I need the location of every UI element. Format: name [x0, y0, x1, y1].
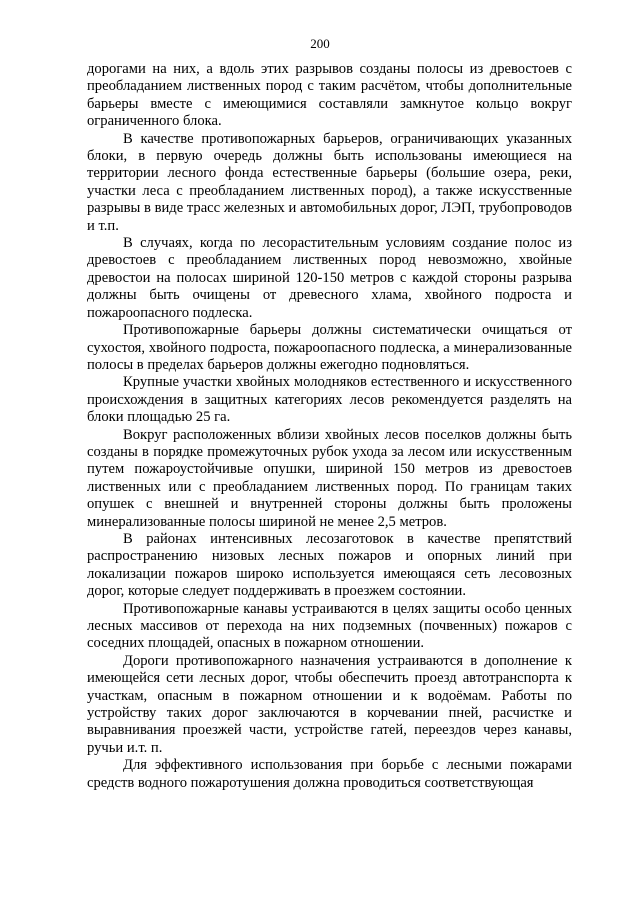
paragraph-barrier-blocks: В качестве противопожарных барьеров, ограничивающих указанных блоки, в первую очередь должны быть использованы имеющиеся на территории лесного фонда естественные барьеры (большие озера, реки, участки леса с преобладанием лиственных пород), а также искусственные разрывы в виде трасс железных и автомобильных дорог, ЛЭП, трубопроводов и т.п.: [87, 130, 572, 234]
paragraph-settlement-edges: Вокруг расположенных вблизи хвойных лесов поселков должны быть созданы в порядке промежуточных рубок ухода за лесом или искусственным путем пожароустойчивые опушки, шириной 150 метров из древостоев лиственных или с преобладанием лиственных пород. По границам таких опушек с внешней и внутренней стороны должны быть проложены минерализованные полосы шириной не менее 2,5 метров.: [87, 426, 572, 530]
body-text: [87, 61, 572, 792]
paragraph-fire-roads: Дороги противопожарного назначения устраиваются в дополнение к имеющейся сети лесных дорог, чтобы обеспечить проезд автотранспорта к участкам, опасным в пожарном отношении и к водоёмам. Работы по устройству таких дорог заключаются в корчевании пней, расчистке и выравнивания проезжей части, устройстве гатей, переездов через канавы, ручьи и.т. п.: [87, 652, 572, 756]
paragraph-coniferous-strips: В случаях, когда по лесорастительным условиям создание полос из древостоев с преобладанием лиственных пород невозможно, хвойные древостои на полосах шириной 120-150 метров с каждой стороны разрыва должны быть очищены от древесного хлама, хвойного подроста и пожароопасного подлеска.: [87, 235, 572, 321]
paragraph-water-suppression: Для эффективного использования при борьбе с лесными пожарами средств водного пожаротушения должна проводиться соответствующая: [87, 757, 572, 791]
paragraph-logging-roads: В районах интенсивных лесозаготовок в качестве препятствий распространению низовых лесных пожаров и опорных линий при локализации пожаров широко используется имеющаяся сеть лесовозных дорог, которые следует поддерживать в проезжем состоянии.: [87, 530, 572, 600]
page-number: 200: [310, 36, 330, 51]
paragraph-barrier-cleaning: Противопожарные барьеры должны систематически очищаться от сухостоя, хвойного подроста, пожароопасного подлеска, а минерализованные полосы в пределах барьеров должны ежегодно подновляться.: [87, 322, 572, 373]
paragraph-fire-ditches: Противопожарные канавы устраиваются в целях защиты особо ценных лесных массивов от перехода на них подземных (почвенных) пожаров с соседних площадей, опасных в пожарном отношении.: [87, 600, 572, 652]
paragraph-continuation: дорогами на них, а вдоль этих разрывов созданы полосы из древостоев с преобладанием лиственных пород с таким расчётом, чтобы дополнительные барьеры вместе с имеющимися составляли замкнутое кольцо вокруг ограниченного блока.: [87, 61, 572, 130]
paragraph-young-stands: Крупные участки хвойных молодняков естественного и искусственного происхождения в защитных категориях лесов рекомендуется разделять на блоки площадью 25 га.: [87, 374, 572, 426]
